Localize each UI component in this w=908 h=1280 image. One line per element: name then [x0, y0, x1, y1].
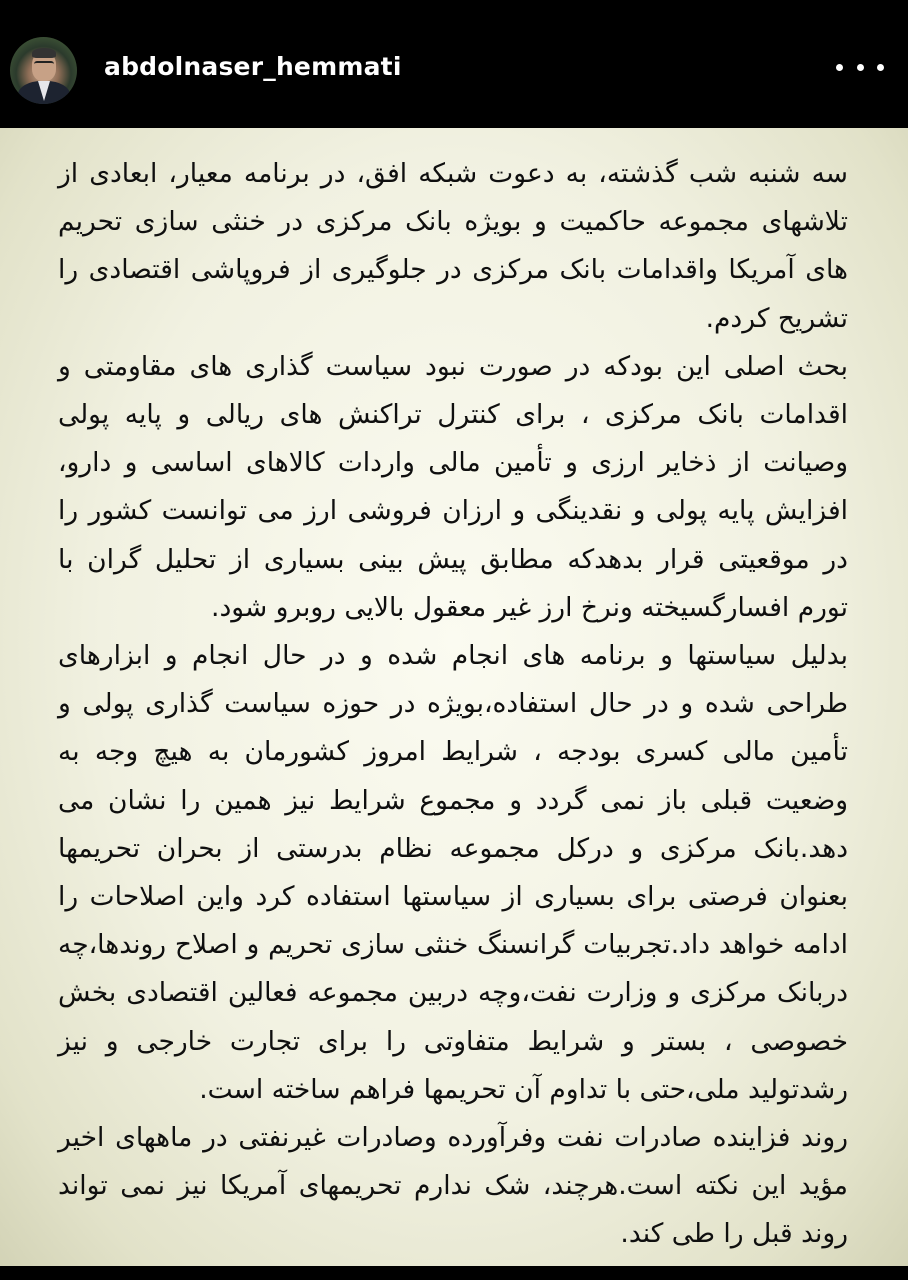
- more-options-button[interactable]: [836, 52, 884, 82]
- avatar[interactable]: [10, 37, 77, 104]
- bottom-bar: [0, 1266, 908, 1280]
- avatar-glasses: [34, 61, 54, 68]
- post-image[interactable]: [0, 128, 908, 1266]
- post-text: [58, 150, 848, 1259]
- paragraph-2: بحث اصلی این بودکه در صورت نبود سیاست گذاری های مقاومتی و اقدامات بانک مرکزی ، برای کنترل تراکنش های ریالی و پایه پولی وصیانت از ذخایر ارزی و تأمین مالی واردات کالاهای اساسی و دارو، افزایش پایه پولی و نقدینگی و ارزان فروشی ارز می توانست کشور را در موقعیتی قرار بدهدکه مطابق پیش بینی بسیاری از تحلیل گران با تورم افسارگسیخته ونرخ ارز غیر معقول بالایی روبرو شود.: [58, 350, 848, 623]
- more-horizontal-icon: [857, 64, 864, 71]
- username-link[interactable]: abdolnaser_hemmati: [104, 52, 402, 81]
- post-header: [0, 0, 908, 128]
- more-horizontal-icon: [877, 64, 884, 71]
- more-horizontal-icon: [836, 64, 843, 71]
- paragraph-1: سه شنبه شب گذشته، به دعوت شبکه افق، در برنامه معیار، ابعادی از تلاشهای مجموعه حاکمیت و بویژه بانک مرکزی در خنثی سازی تحریم های آمریکا واقدامات بانک مرکزی در جلوگیری از فروپاشی اقتصادی را تشریح کردم.: [58, 158, 848, 334]
- paragraph-4: روند فزاینده صادرات نفت وفرآورده وصادرات غیرنفتی در ماههای اخیر مؤید این نکته است.هرچند، شک ندارم تحریمهای آمریکا نیز نمی تواند روند قبل را طی کند.: [58, 1122, 848, 1250]
- paragraph-3: بدلیل سیاستها و برنامه های انجام شده و در حال انجام و ابزارهای طراحی شده و در حال استفاده،بویژه در حوزه سیاست گذاری پولی و تأمین مالی کسری بودجه ، شرایط امروز کشورمان به هیچ وجه به وضعیت قبلی باز نمی گردد و مجموع شرایط نیز همین را نشان می دهد.بانک مرکزی و درکل مجموعه نظام بدرستی از بحران تحریمها بعنوان فرصتی برای بسیاری از سیاستها استفاده کرد واین اصلاحات را ادامه خواهد داد.تجربیات گرانسنگ خنثی سازی تحریم و اصلاح روندها،چه دربانک مرکزی و وزارت نفت،وچه دربین مجموعه فعالین اقتصادی بخش خصوصی ، بستر و شرایط متفاوتی را برای تجارت خارجی و نیز رشدتولید ملی،حتی با تداوم آن تحریمها فراهم ساخته است.: [58, 640, 848, 1105]
- avatar-hair: [32, 48, 56, 58]
